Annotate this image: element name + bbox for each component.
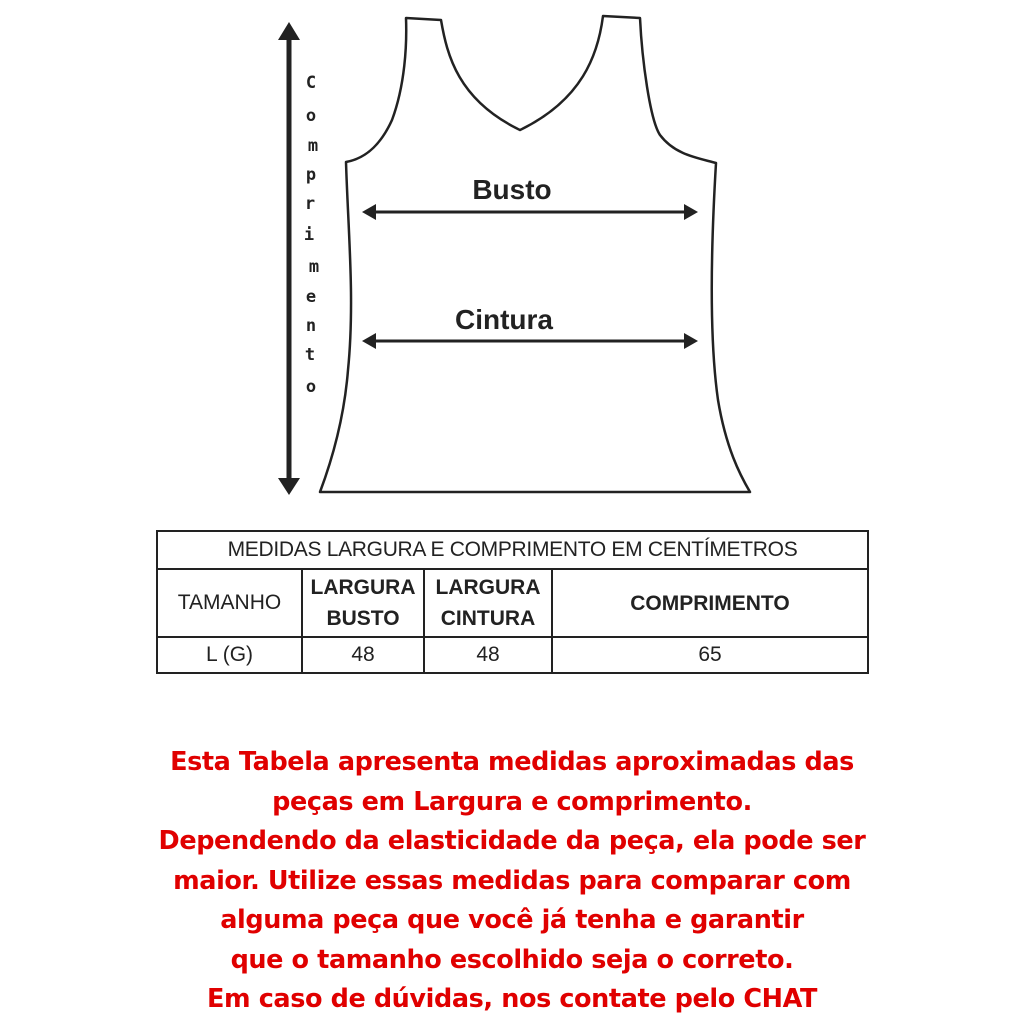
table-header-row <box>157 569 868 637</box>
bust-arrow <box>362 204 698 220</box>
length-letter: p <box>305 165 317 185</box>
header-size: TAMANHO <box>157 569 302 637</box>
disclaimer-line: alguma peça que você já tenha e garantir <box>220 905 804 935</box>
header-waist-line1: LARGURA <box>435 576 541 599</box>
disclaimer-line: Dependendo da elasticidade da peça, ela pode ser <box>158 826 866 856</box>
header-bust-line1: LARGURA <box>310 576 416 599</box>
disclaimer-line: que o tamanho escolhido seja o correto. <box>230 944 794 975</box>
length-letter: t <box>304 345 316 365</box>
table-row <box>157 637 868 673</box>
length-letter: i <box>303 225 315 245</box>
length-vertical-label <box>304 73 319 397</box>
disclaimer-line: Em caso de dúvidas, nos contate pelo CHAT <box>207 984 817 1014</box>
length-letter: m <box>308 257 320 277</box>
length-letter: C <box>305 73 317 93</box>
length-arrow <box>278 22 300 495</box>
table-title: MEDIDAS LARGURA E COMPRIMENTO EM CENTÍMETROS <box>157 531 868 569</box>
length-letter: r <box>304 194 316 214</box>
length-letter: o <box>305 106 317 126</box>
cell-size: L (G) <box>157 637 302 673</box>
cell-length: 65 <box>552 637 868 673</box>
header-bust-line2: BUSTO <box>326 607 400 630</box>
header-length: COMPRIMENTO <box>552 569 868 637</box>
disclaimer-line: Esta Tabela apresenta medidas aproximadas das <box>170 747 854 777</box>
header-waist-width <box>424 569 552 637</box>
size-table <box>156 530 869 674</box>
header-bust-width <box>302 569 424 637</box>
length-letter: o <box>305 377 317 397</box>
bust-label: Busto <box>472 174 552 205</box>
header-waist-line2: CINTURA <box>440 607 536 630</box>
length-letter: n <box>305 316 317 336</box>
waist-label: Cintura <box>455 304 553 335</box>
length-letter: e <box>305 287 317 307</box>
tank-top-outline <box>320 16 750 492</box>
length-letter: m <box>307 136 319 156</box>
table-title-row <box>157 531 868 569</box>
disclaimer-line: maior. Utilize essas medidas para comparar com <box>173 865 851 896</box>
cell-waist: 48 <box>424 637 552 673</box>
waist-arrow <box>362 333 698 349</box>
disclaimer-line: peças em Largura e comprimento. <box>272 786 752 817</box>
cell-bust: 48 <box>302 637 424 673</box>
disclaimer-text <box>112 743 912 1020</box>
